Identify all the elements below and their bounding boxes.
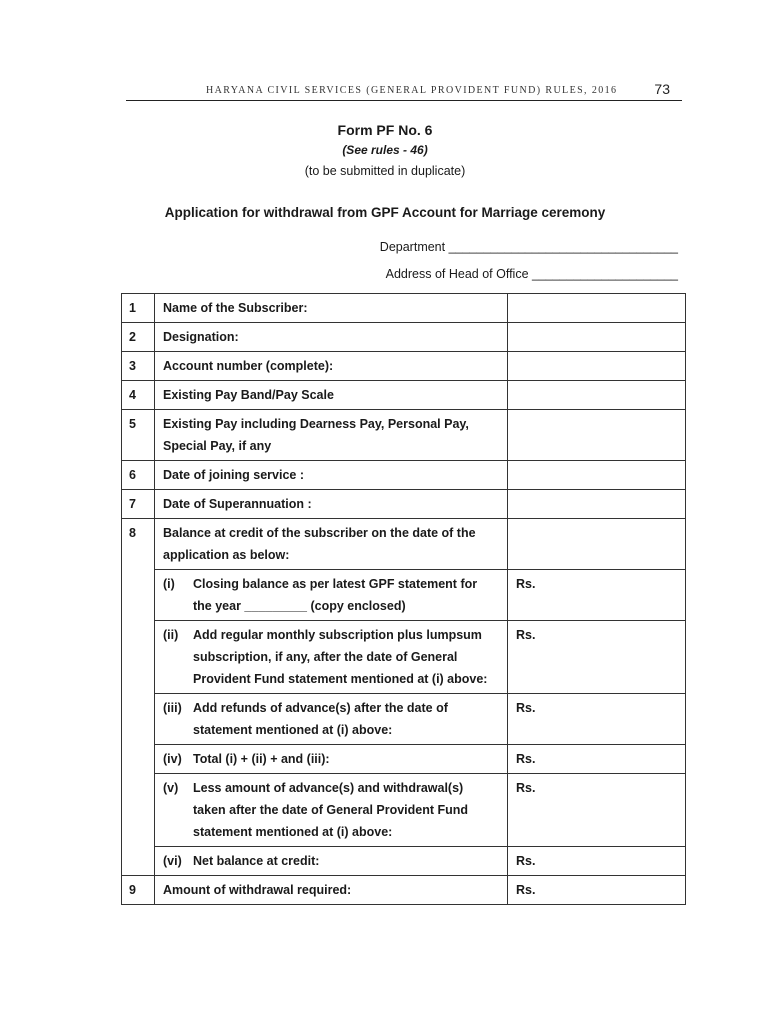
row-number: 9 bbox=[122, 876, 155, 905]
row-label: Designation: bbox=[155, 323, 508, 352]
row-value bbox=[508, 323, 686, 352]
application-title: Application for withdrawal from GPF Account for Marriage ceremony bbox=[164, 205, 606, 220]
row-number: 4 bbox=[122, 381, 155, 410]
sub-row bbox=[122, 745, 686, 774]
row-label: Date of joining service : bbox=[155, 461, 508, 490]
sub-row-value: Rs. bbox=[508, 570, 686, 621]
application-table bbox=[121, 293, 686, 905]
sub-row-value: Rs. bbox=[508, 694, 686, 745]
sub-row-label: Add refunds of advance(s) after the date of statement mentioned at (i) above: bbox=[193, 701, 448, 737]
row-label: Existing Pay Band/Pay Scale bbox=[155, 381, 508, 410]
sub-row bbox=[122, 694, 686, 745]
row-number: 7 bbox=[122, 490, 155, 519]
table-row bbox=[122, 490, 686, 519]
sub-row-label: Closing balance as per latest GPF statement for the year _________ (copy enclosed) bbox=[193, 577, 478, 613]
address-field: Address of Head of Office _____________________ bbox=[385, 267, 678, 281]
row-value bbox=[508, 490, 686, 519]
table-row bbox=[122, 294, 686, 323]
table-row bbox=[122, 519, 686, 570]
department-field: Department _________________________________ bbox=[379, 240, 678, 254]
row-value bbox=[508, 352, 686, 381]
row-value bbox=[508, 410, 686, 461]
sub-row-label: Less amount of advance(s) and withdrawal(s) taken after the date of General Provident Fund statement mentioned at (i) above: bbox=[193, 781, 469, 839]
sub-row-label: Net balance at credit: bbox=[193, 854, 320, 868]
row-value: Rs. bbox=[508, 876, 686, 905]
form-rules-reference: (See rules - 46) bbox=[342, 143, 428, 157]
sub-row-value: Rs. bbox=[508, 774, 686, 847]
row-value bbox=[508, 461, 686, 490]
sub-row bbox=[122, 570, 686, 621]
sub-row-numeral: (vi) bbox=[163, 854, 182, 868]
sub-row-label: Add regular monthly subscription plus lumpsum subscription, if any, after the date of General Provident Fund statement mentioned at (i) above: bbox=[193, 628, 488, 686]
row-number: 1 bbox=[122, 294, 155, 323]
row-label: Existing Pay including Dearness Pay, Personal Pay, Special Pay, if any bbox=[155, 410, 508, 461]
running-header bbox=[126, 83, 682, 101]
row-number: 3 bbox=[122, 352, 155, 381]
row-value bbox=[508, 519, 686, 570]
table-row bbox=[122, 410, 686, 461]
running-title: HARYANA CIVIL SERVICES (GENERAL PROVIDENT FUND) RULES, 2016 bbox=[206, 85, 618, 96]
row-value bbox=[508, 381, 686, 410]
sub-row bbox=[122, 774, 686, 847]
table-row bbox=[122, 381, 686, 410]
row-label: Name of the Subscriber: bbox=[155, 294, 508, 323]
sub-row-value: Rs. bbox=[508, 847, 686, 876]
row-value bbox=[508, 294, 686, 323]
sub-row-label: Total (i) + (ii) + and (iii): bbox=[193, 752, 330, 766]
form-title: Form PF No. 6 bbox=[337, 122, 433, 138]
row-number: 8 bbox=[122, 519, 155, 570]
sub-row-value: Rs. bbox=[508, 621, 686, 694]
sub-row-numeral: (iv) bbox=[163, 752, 182, 766]
sub-row-numeral: (v) bbox=[163, 781, 179, 795]
sub-row-numeral: (i) bbox=[163, 577, 175, 591]
table-row bbox=[122, 876, 686, 905]
row-label: Amount of withdrawal required: bbox=[155, 876, 508, 905]
row-number: 2 bbox=[122, 323, 155, 352]
sub-row-value: Rs. bbox=[508, 745, 686, 774]
row-number: 6 bbox=[122, 461, 155, 490]
row-label: Date of Superannuation : bbox=[155, 490, 508, 519]
sub-row bbox=[122, 847, 686, 876]
sub-row-numeral: (iii) bbox=[163, 701, 182, 715]
sub-row bbox=[122, 621, 686, 694]
table-row bbox=[122, 323, 686, 352]
table-row bbox=[122, 461, 686, 490]
row-label: Balance at credit of the subscriber on the date of the application as below: bbox=[155, 519, 508, 570]
sub-row-numeral: (ii) bbox=[163, 628, 179, 642]
page-number: 73 bbox=[654, 81, 670, 97]
row-number: 5 bbox=[122, 410, 155, 461]
duplicate-note: (to be submitted in duplicate) bbox=[304, 164, 466, 178]
row-label: Account number (complete): bbox=[155, 352, 508, 381]
table-row bbox=[122, 352, 686, 381]
